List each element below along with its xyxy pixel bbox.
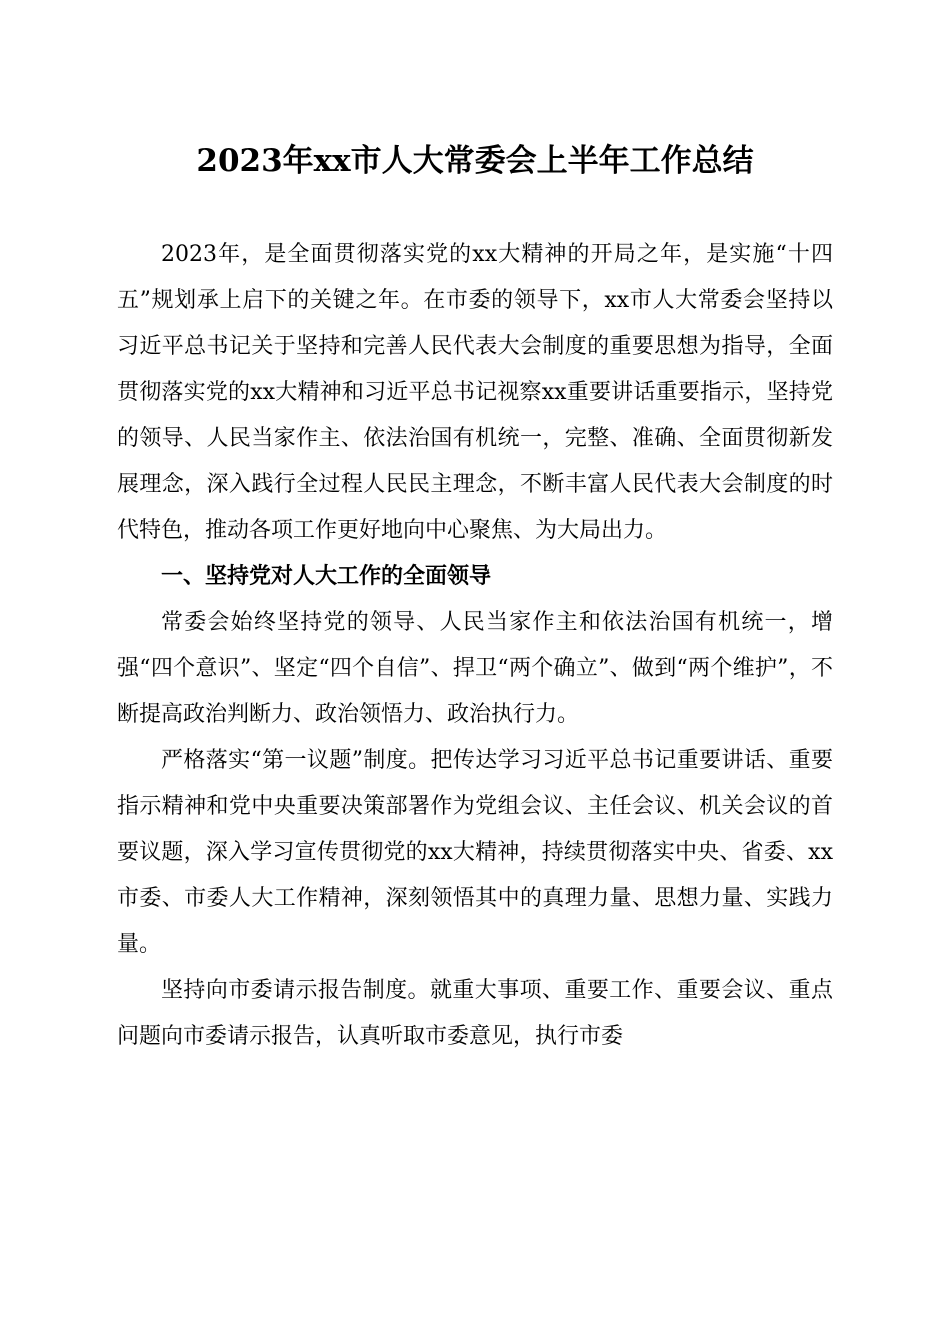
intro-paragraph: 2023年，是全面贯彻落实党的xx大精神的开局之年，是实施“十四五”规划承上启下的关键之年。在市委的领导下，xx市人大常委会坚持以习近平总书记关于坚持和完善人民代表大会制度的重要思想为指导，全面贯彻落实党的xx大精神和习近平总书记视察xx重要讲话重要指示，坚持党的领导、人民当家作主、依法治国有机统一，完整、准确、全面贯彻新发展理念，深入践行全过程人民民主理念，不断丰富人民代表大会制度的时代特色，推动各项工作更好地向中心聚焦、为大局出力。 [117,242,833,543]
body-paragraph: 坚持向市委请示报告制度。就重大事项、重要工作、重要会议、重点问题向市委请示报告，认真听取市委意见，执行市委 [117,978,833,1049]
body-paragraph: 严格落实“第一议题”制度。把传达学习习近平总书记重要讲话、重要指示精神和党中央重要决策部署作为党组会议、主任会议、机关会议的首要议题，深入学习宣传贯彻党的xx大精神，持续贯彻落实中央、省委、xx市委、市委人大工作精神，深刻领悟其中的真理力量、思想力量、实践力量。 [117,748,833,957]
body-paragraph: 常委会始终坚持党的领导、人民当家作主和依法治国有机统一，增强“四个意识”、坚定“四个自信”、捍卫“两个确立”、做到“两个维护”，不断提高政治判断力、政治领悟力、政治执行力。 [117,610,833,727]
document-title: 2023年xx市人大常委会上半年工作总结 [196,143,754,179]
document-body [117,232,833,1060]
section-heading-1: 一、坚持党对人大工作的全面领导 [161,564,492,589]
